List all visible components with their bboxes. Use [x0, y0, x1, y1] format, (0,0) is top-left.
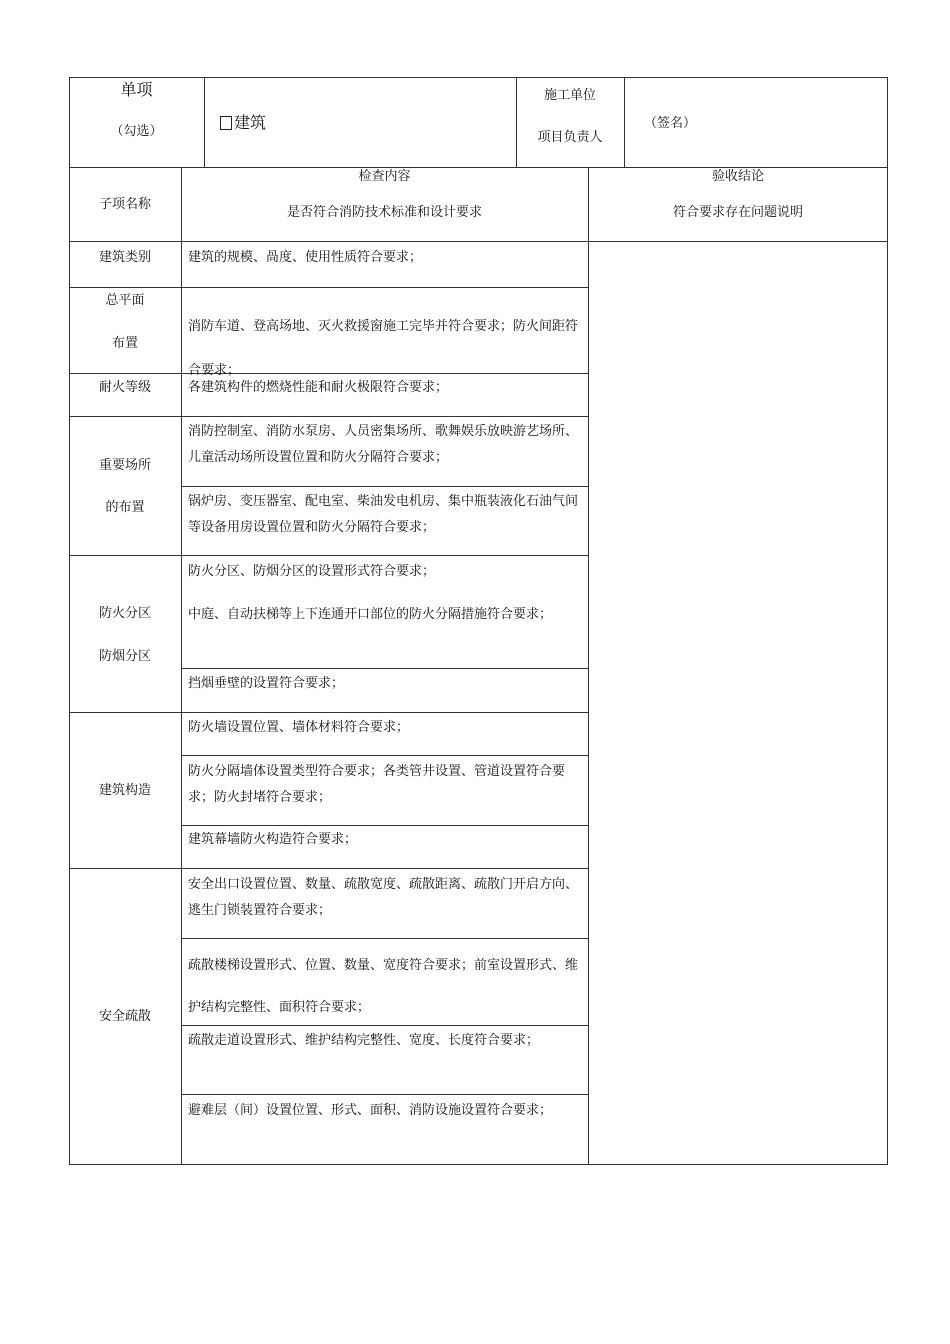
checkbox-label: 建筑 — [234, 113, 267, 132]
inspection-item: 安全出口设置位置、数量、疏散宽度、疏散距离、疏散门开启方向、逃生门锁装置符合要求； — [188, 877, 579, 918]
inspection-item: 防火分区、防烟分区的设置形式符合要求； — [188, 564, 436, 579]
subitem-key-places-line1: 重要场所 — [98, 458, 151, 473]
subitem-compartments-line2: 防烟分区 — [98, 649, 151, 664]
subitem-fire-rating: 耐火等级 — [98, 380, 151, 395]
subitem-evacuation: 安全疏散 — [98, 1009, 151, 1024]
tick-hint: （勾选） — [110, 124, 163, 139]
row-divider — [181, 755, 589, 756]
subitem-site-plan-line2: 布置 — [111, 336, 138, 351]
column-header-subitem: 子项名称 — [98, 197, 151, 212]
inspection-item: 中庭、自动扶梯等上下连通开口部位的防火分隔措施符合要求； — [188, 607, 553, 622]
row-divider — [181, 825, 589, 826]
subitem-site-plan-line1: 总平面 — [105, 293, 145, 308]
inspection-item: 消防车道、登高场地、灭火救援窗施工完毕并符合要求；防火间距符合要求； — [188, 319, 579, 378]
subitem-key-places-line2: 的布置 — [105, 500, 145, 515]
inspection-item: 锅炉房、变压器室、配电室、柴油发电机房、集中瓶装液化石油气间等设备用房设置位置和防火分隔符合要求； — [188, 494, 579, 535]
row-divider — [69, 712, 589, 713]
inspection-item: 挡烟垂壁的设置符合要求； — [188, 676, 345, 691]
subitem-construction: 建筑构造 — [98, 783, 151, 798]
single-item-label: 单项 — [120, 80, 153, 99]
inspection-item: 疏散楼梯设置形式、位置、数量、宽度符合要求；前室设置形式、维护结构完整性、面积符合要求； — [188, 958, 579, 1015]
row-divider — [181, 1094, 589, 1095]
row-divider — [69, 416, 589, 417]
inspection-item: 建筑的规模、咼度、使用性质符合要求； — [188, 250, 423, 265]
divider — [204, 77, 205, 168]
row-divider — [181, 486, 589, 487]
inspection-item: 建筑幕墙防火构造符合要求； — [188, 832, 358, 847]
checkbox-icon[interactable] — [220, 116, 232, 130]
inspection-item: 避难层（间）设置位置、形式、面积、消防设施设置符合要求； — [188, 1103, 553, 1118]
row-divider — [69, 868, 589, 869]
column-divider — [181, 167, 182, 1165]
unit-label-line1: 施工单位 — [543, 88, 596, 103]
row-divider — [181, 668, 589, 669]
building-checkbox-option[interactable] — [220, 110, 266, 136]
row-divider — [181, 938, 589, 939]
row-divider — [69, 555, 589, 556]
unit-label-line2: 项目负责人 — [537, 130, 603, 145]
inspection-item: 疏散走道设置形式、维护结构完整性、宽度、长度符合要求； — [188, 1033, 540, 1048]
subitem-compartments-line1: 防火分区 — [98, 606, 151, 621]
column-header-conclusion: 验收结论 — [711, 169, 764, 184]
signature-hint: （签名） — [644, 116, 697, 131]
divider — [624, 77, 625, 168]
column-divider — [588, 167, 589, 1165]
subitem-building-category: 建筑类别 — [98, 250, 151, 265]
inspection-item: 消防控制室、消防水泵房、人员密集场所、歌舞娱乐放映游艺场所、儿童活动场所设置位置和防火分隔符合要求； — [188, 424, 579, 465]
inspection-item: 各建筑构件的燃烧性能和耐火极限符合要求； — [188, 380, 449, 395]
column-subheader-conclusion: 符合要求存在问题说明 — [672, 205, 803, 220]
inspection-item: 防火分隔墙体设置类型符合要求；各类管井设置、管道设置符合要求；防火封堵符合要求； — [188, 764, 566, 805]
inspection-item: 防火墙设置位置、墙体材料符合要求； — [188, 720, 410, 735]
column-subheader-inspection: 是否符合消防技术标准和设计要求 — [286, 205, 482, 220]
row-divider — [69, 241, 888, 242]
column-header-inspection: 检查内容 — [358, 169, 411, 184]
